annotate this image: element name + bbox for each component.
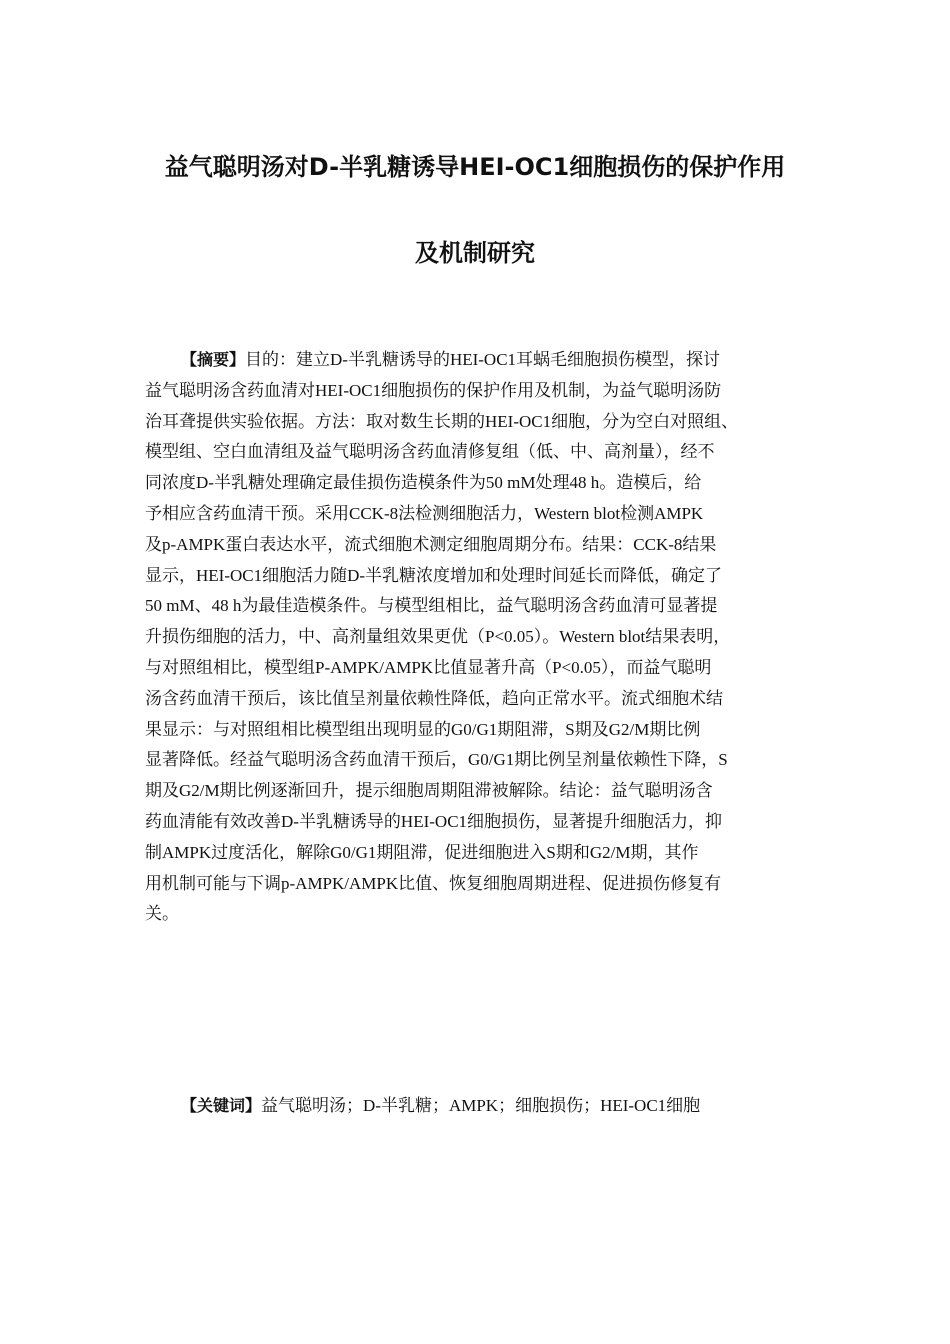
keywords-label: 【关键词】 <box>181 1096 262 1115</box>
paper-title-line-2: 及机制研究 <box>415 239 535 267</box>
abstract-line: 予相应含药血清干预。采用CCK-8法检测细胞活力，Western blot检测AMPK <box>145 503 704 523</box>
keywords-text: 益气聪明汤；D-半乳糖；AMPK；细胞损伤；HEI-OC1细胞 <box>261 1096 701 1115</box>
abstract-line: 益气聪明汤含药血清对HEI-OC1细胞损伤的保护作用及机制，为益气聪明汤防 <box>145 380 722 400</box>
abstract-line: 50 mM、48 h为最佳造模条件。与模型组相比，益气聪明汤含药血清可显著提 <box>145 596 718 616</box>
abstract-line: 模型组、空白血清组及益气聪明汤含药血清修复组（低、中、高剂量），经不 <box>145 442 715 462</box>
abstract-text: 目的：建立D-半乳糖诱导的HEI-OC1耳蜗毛细胞损伤模型，探讨 <box>245 350 721 369</box>
abstract-label: 【摘要】 <box>181 350 246 369</box>
abstract-line: 显示，HEI-OC1细胞活力随D-半乳糖浓度增加和处理时间延长而降低，确定了 <box>145 565 723 585</box>
abstract-line <box>145 345 825 376</box>
abstract-line: 及p-AMPK蛋白表达水平，流式细胞术测定细胞周期分布。结果：CCK-8结果 <box>145 534 717 554</box>
abstract-line: 药血清能有效改善D-半乳糖诱导的HEI-OC1细胞损伤，显著提升细胞活力，抑 <box>145 811 723 831</box>
abstract-line: 同浓度D-半乳糖处理确定最佳损伤造模条件为50 mM处理48 h。造模后，给 <box>145 473 702 493</box>
abstract-line: 汤含药血清干预后，该比值呈剂量依赖性降低，趋向正常水平。流式细胞术结 <box>145 688 723 708</box>
paper-title-line-1: 益气聪明汤对D-半乳糖诱导HEI-OC1细胞损伤的保护作用 <box>164 153 786 181</box>
abstract-line: 用机制可能与下调p-AMPK/AMPK比值、恢复细胞周期进程、促进损伤修复有 <box>145 873 722 893</box>
abstract-line: 升损伤细胞的活力，中、高剂量组效果更优（P<0.05）。Western blot结果表明， <box>145 627 731 647</box>
keywords <box>145 1091 825 1121</box>
abstract-line: 治耳聋提供实验依据。方法：取对数生长期的HEI-OC1细胞，分为空白对照组、 <box>145 411 739 431</box>
abstract-line: 显著降低。经益气聪明汤含药血清干预后，G0/G1期比例呈剂量依赖性下降，S <box>145 750 728 770</box>
abstract-line: 制AMPK过度活化，解除G0/G1期阻滞，促进细胞进入S期和G2/M期，其作 <box>145 842 699 862</box>
abstract-line: 关。 <box>145 904 179 924</box>
keywords-indent <box>145 1096 181 1115</box>
abstract <box>145 345 825 930</box>
abstract-line: 与对照组相比，模型组P-AMPK/AMPK比值显著升高（P<0.05），而益气聪明 <box>145 657 712 677</box>
abstract-line: 果显示：与对照组相比模型组出现明显的G0/G1期阻滞，S期及G2/M期比例 <box>145 719 701 739</box>
abstract-line: 期及G2/M期比例逐渐回升，提示细胞周期阻滞被解除。结论：益气聪明汤含 <box>145 781 713 801</box>
